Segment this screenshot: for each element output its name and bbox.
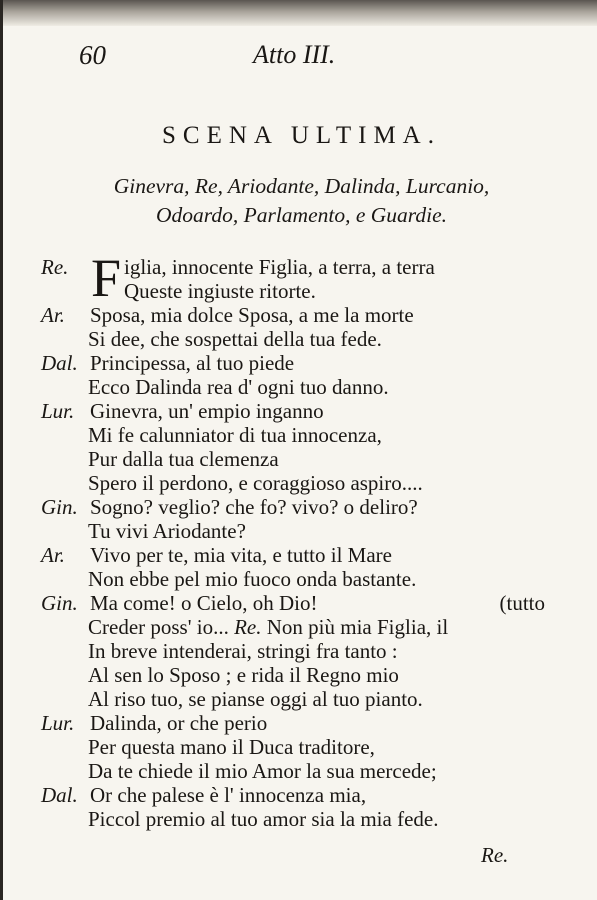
dialogue-line xyxy=(3,711,597,735)
line-text: Sogno? veglio? che fo? vivo? o deliro? xyxy=(90,495,418,519)
running-title: Atto III. xyxy=(253,40,336,69)
dialogue-line xyxy=(3,663,597,687)
dialogue-line xyxy=(3,639,597,663)
page-top-edge xyxy=(3,0,597,26)
dialogue-line xyxy=(3,759,597,783)
speaker-label: Dal. xyxy=(41,783,78,807)
dialogue-line xyxy=(3,567,597,591)
speaker-label: Re. xyxy=(41,255,69,279)
line-text: Si dee, che sospettai della tua fede. xyxy=(88,327,382,351)
dialogue-line xyxy=(3,327,597,351)
line-text: Pur dalla tua clemenza xyxy=(88,447,279,471)
line-text-part: Non più mia Figlia, il xyxy=(266,615,449,639)
dialogue-line xyxy=(3,735,597,759)
dialogue-line xyxy=(3,783,597,807)
speaker-label: Gin. xyxy=(41,495,78,519)
page-header xyxy=(3,34,597,74)
speaker-label: Ar. xyxy=(41,543,65,567)
catchword: Re. xyxy=(481,843,509,867)
dialogue-line xyxy=(3,351,597,375)
line-text: Ginevra, un' empio inganno xyxy=(90,399,324,423)
dialogue-line xyxy=(3,615,597,639)
dialogue-line xyxy=(3,303,597,327)
dialogue-line xyxy=(3,591,597,615)
speaker-label: Ar. xyxy=(41,303,65,327)
page-number: 60 xyxy=(79,40,106,70)
scene-title: SCENA ULTIMA. xyxy=(162,122,441,149)
line-text: Tu vivi Ariodante? xyxy=(88,519,246,543)
dialogue-line xyxy=(3,495,597,519)
speaker-label: Lur. xyxy=(41,399,75,423)
line-text: In breve intenderai, stringi fra tanto : xyxy=(88,639,398,663)
line-text: Queste ingiuste ritorte. xyxy=(124,279,316,303)
line-text: Mi fe calunniator di tua innocenza, xyxy=(88,423,382,447)
line-text: Or che palese è l' innocenza mia, xyxy=(90,783,367,807)
line-text: iglia, innocente Figlia, a terra, a terra xyxy=(124,255,435,279)
dialogue-line xyxy=(3,807,597,831)
drop-cap: F xyxy=(91,248,122,308)
dialogue-line xyxy=(3,375,597,399)
line-text: Sposa, mia dolce Sposa, a me la morte xyxy=(90,303,414,327)
dialogue-line xyxy=(3,423,597,447)
line-overflow-text: (tutto xyxy=(499,591,545,615)
cast-line: Ginevra, Re, Ariodante, Dalinda, Lurcanio, xyxy=(113,174,490,198)
line-text: Ma come! o Cielo, oh Dio! xyxy=(90,591,318,615)
line-text: Principessa, al tuo piede xyxy=(90,351,295,375)
line-text: Piccol premio al tuo amor sia la mia fede. xyxy=(88,807,439,831)
line-text: Spero il perdono, e coraggioso aspiro.... xyxy=(88,471,423,495)
line-text: Non ebbe pel mio fuoco onda bastante. xyxy=(88,567,417,591)
cast-line: Odoardo, Parlamento, e Guardie. xyxy=(155,203,448,227)
line-text: Al riso tuo, se pianse oggi al tuo pianto. xyxy=(88,687,423,711)
dialogue-line xyxy=(3,519,597,543)
dialogue-line xyxy=(3,255,597,279)
dialogue-line xyxy=(3,447,597,471)
line-text: Al sen lo Sposo ; e rida il Regno mio xyxy=(88,663,399,687)
line-text xyxy=(88,615,448,640)
speaker-label: Dal. xyxy=(41,351,78,375)
dialogue-line xyxy=(3,279,597,303)
speaker-label: Lur. xyxy=(41,711,75,735)
dialogue-line xyxy=(3,471,597,495)
line-text: Da te chiede il mio Amor la sua mercede; xyxy=(88,759,437,783)
dialogue-line xyxy=(3,687,597,711)
line-text: Per questa mano il Duca traditore, xyxy=(88,735,375,759)
dialogue-line xyxy=(3,543,597,567)
line-text: Dalinda, or che perio xyxy=(90,711,268,735)
cast-list xyxy=(3,172,597,230)
line-text-part: Creder poss' io... xyxy=(88,615,229,639)
inline-speaker-label: Re. xyxy=(234,615,262,639)
dialogue-line xyxy=(3,399,597,423)
line-text: Vivo per te, mia vita, e tutto il Mare xyxy=(90,543,392,567)
line-text: Ecco Dalinda rea d' ogni tuo danno. xyxy=(88,375,389,399)
speaker-label: Gin. xyxy=(41,591,78,615)
